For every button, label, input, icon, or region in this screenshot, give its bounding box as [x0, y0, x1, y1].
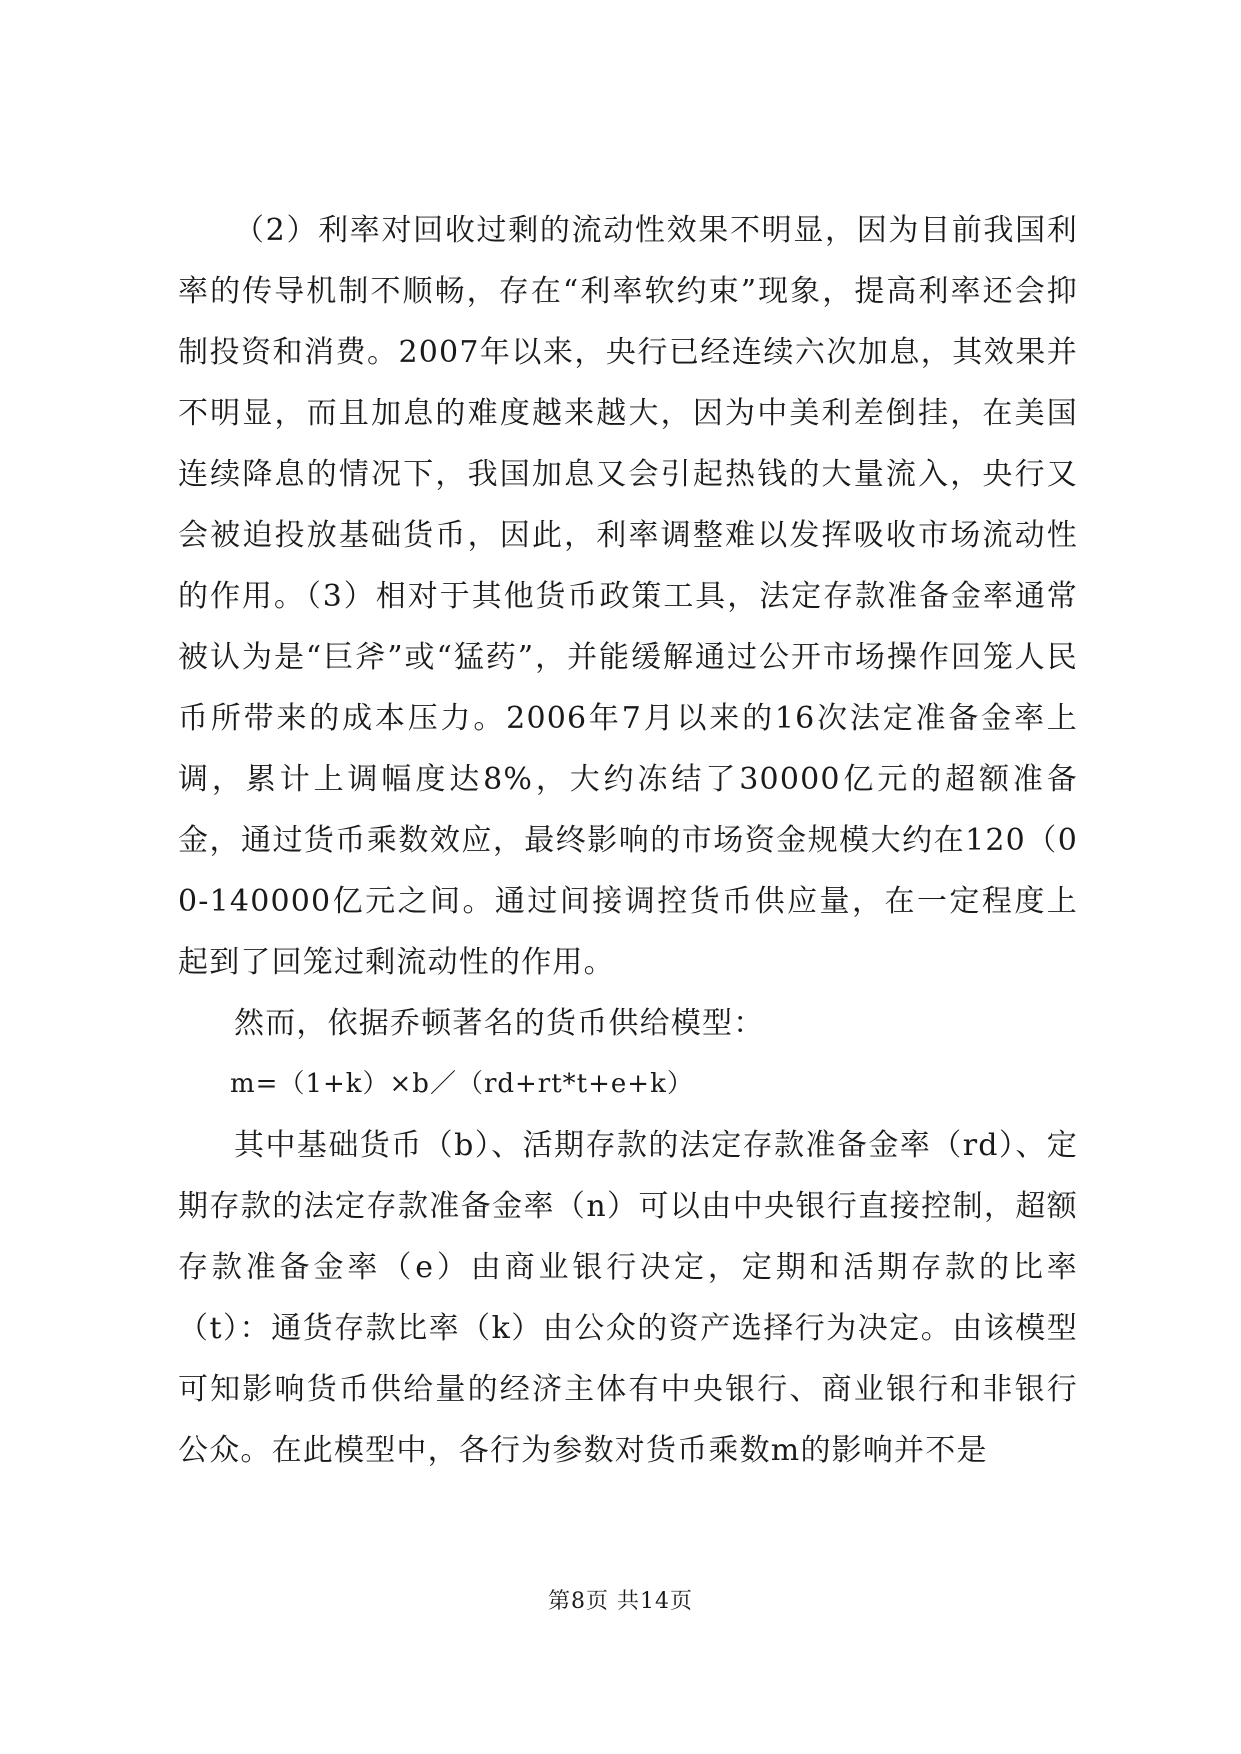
- document-body: [178, 200, 1078, 1481]
- paragraph-model-parameters: 其中基础货币（b）、活期存款的法定存款准备金率（rd）、定期存款的法定存款准备金率（n）可以由中央银行直接控制，超额存款准备金率（e）由商业银行决定，定期和活期存款的比率（t）：通货存款比率（k）由公众的资产选择行为决定。由该模型可知影响货币供给量的经济主体有中央银行、商业银行和非银行公众。在此模型中，各行为参数对货币乘数m的影响并不是: [178, 1128, 1078, 1468]
- page-footer: 第8页 共14页: [548, 1589, 693, 1614]
- money-multiplier-formula: m=（1+k）×b／（rd+rt*t+e+k）: [230, 1069, 694, 1099]
- paragraph-interest-rate-and-reserve: （2）利率对回收过剩的流动性效果不明显，因为目前我国利率的传导机制不顺畅，存在“利率软约束”现象，提高利率还会抑制投资和消费。2007年以来，央行已经连续六次加息，其效果并不明显，而且加息的难度越来越大，因为中美利差倒挂，在美国连续降息的情况下，我国加息又会引起热钱的大量流入，央行又会被迫投放基础货币，因此，利率调整难以发挥吸收市场流动性的作用。（3）相对于其他货币政策工具，法定存款准备金率通常被认为是“巨斧”或“猛药”，并能缓解通过公开市场操作回笼人民币所带来的成本压力。2006年7月以来的16次法定准备金率上调，累计上调幅度达8%，大约冻结了30000亿元的超额准备金，通过货币乘数效应，最终影响的市场资金规模大约在120（00-140000亿元之间。通过间接调控货币供应量，在一定程度上起到了回笼过剩流动性的作用。: [178, 213, 1078, 980]
- paragraph-money-supply-model-intro: 然而，依据乔顿著名的货币供给模型：: [234, 1006, 765, 1041]
